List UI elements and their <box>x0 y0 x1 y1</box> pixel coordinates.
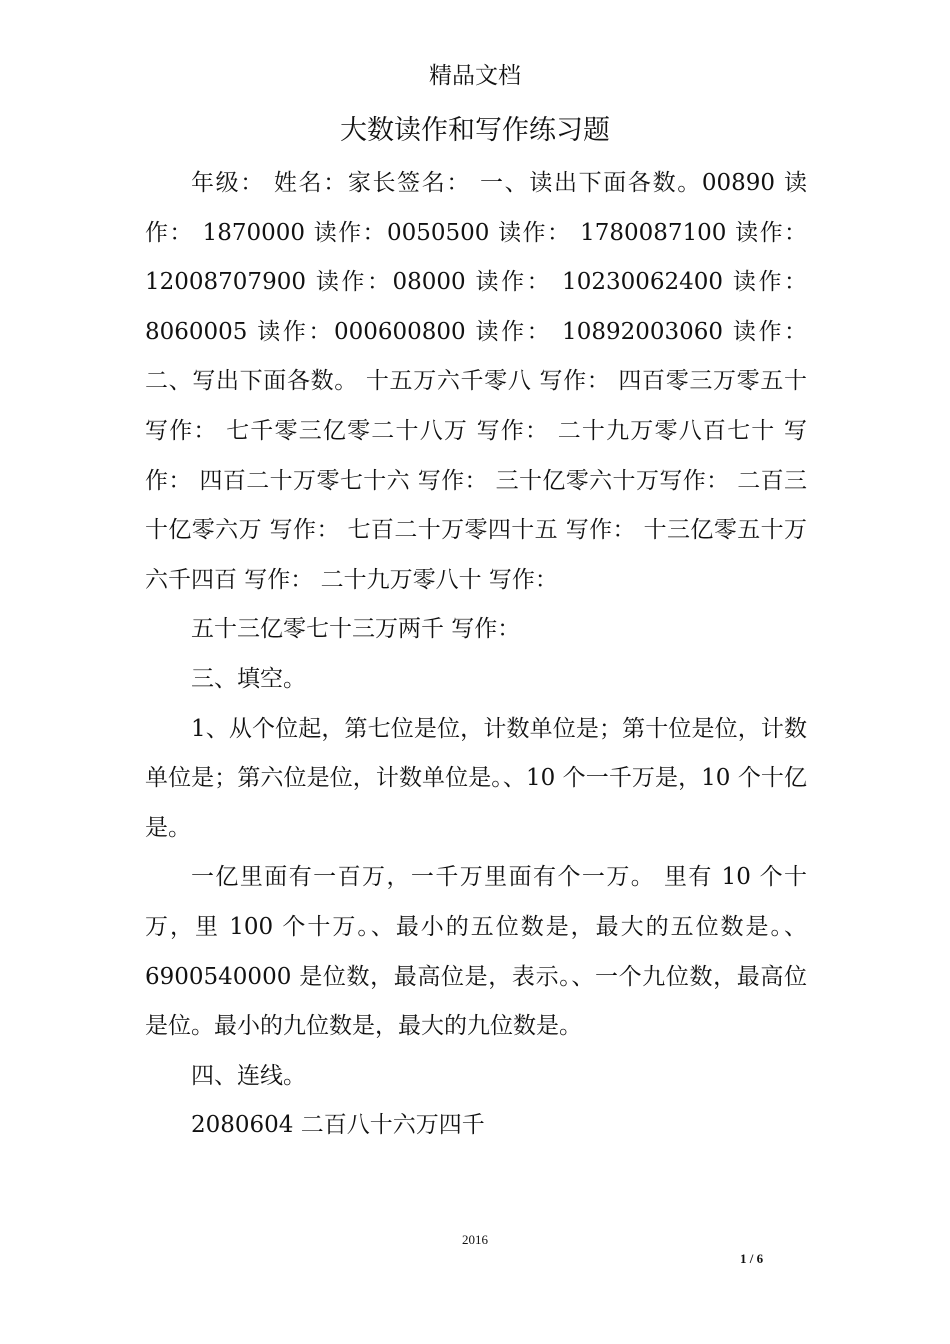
footer-year: 2016 <box>462 1232 488 1247</box>
section-heading-fill: 三、填空。 <box>191 665 306 692</box>
paragraph-last-write: 五十三亿零七十三万两千 写作： <box>191 616 521 643</box>
paragraph-connect-item: 2080604 二百八十六万四千 <box>191 1112 485 1139</box>
document-title: 大数读作和写作练习题 <box>340 115 610 146</box>
section-heading-connect: 四、连线。 <box>191 1062 306 1089</box>
document-body <box>145 159 807 1151</box>
page-number: 1 / 6 <box>740 1251 764 1266</box>
paragraph-fill-1: 1、从个位起，第七位是位，计数单位是；第十位是位，计数单位是；第六位是位，计数单位是。、10 个一千万是，10 个十亿是。 <box>145 715 807 841</box>
paragraph-exercises: 年级： 姓名：家长签名： 一、读出下面各数。00890 读作： 1870000 读作：0050500 读作： 1780087100 读作： 12008707900 读作：08000 读作： 10230062400 读作： 8060005 读作：000600800 读作： 10892003060 读作： 二、写出下面各数。 十五万六千零八 写作： 四百零三万零五十 写作： 七千零三亿零二十八万 写作： 二十九万零八百七十 写作： 四百二十万零七十六 写作： 三十亿零六十万写作： 二百三十亿零六万 写作： 七百二十万零四十五 写作： 十三亿零五十万六千四百 写作： 二十九万零八十 写作： <box>145 170 807 593</box>
paragraph-fill-2: 一亿里面有一百万，一千万里面有个一万。 里有 10 个十万，里 100 个十万。、最小的五位数是，最大的五位数是。、6900540000 是位数，最高位是，表示。、一个九位数，最高位是位。最小的九位数是，最大的九位数是。 <box>145 864 807 1040</box>
page-header: 精品文档 <box>429 63 521 89</box>
